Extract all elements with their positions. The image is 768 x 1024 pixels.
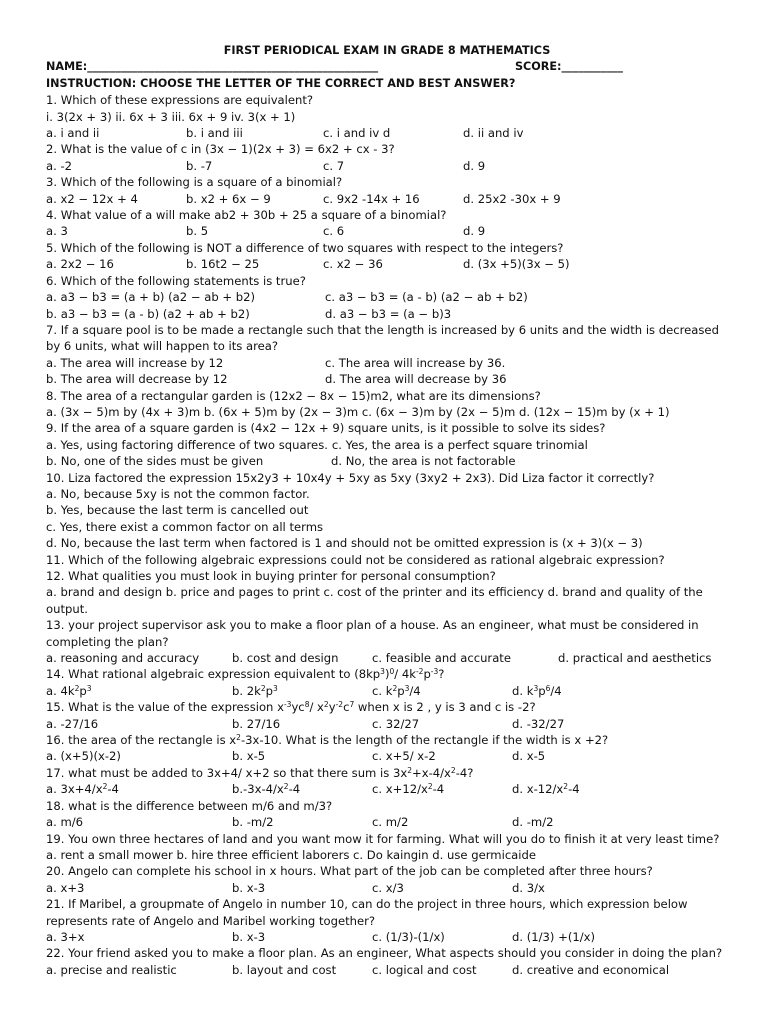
choice-b[interactable]: b. 27/16 [232, 716, 281, 731]
question-1-choices [46, 125, 728, 141]
question-9-choices-ac [46, 437, 728, 453]
choice-c[interactable]: c. i and iv d [323, 126, 391, 141]
choice-c[interactable]: c. $k^2p^3/4$ [372, 683, 421, 698]
choice-a[interactable]: a. x+3 [46, 880, 85, 895]
choice-c[interactable]: c. (1/3)-(1/x) [372, 929, 445, 944]
header-row [46, 59, 728, 75]
name-field[interactable]: NAME:____________________________________________________ [46, 60, 379, 74]
exam-title: FIRST PERIODICAL EXAM IN GRADE 8 MATHEMATICS [223, 44, 551, 57]
question-17-choices [46, 781, 728, 797]
choice-d[interactable]: d. practical and aesthetics [558, 651, 712, 666]
choice-c[interactable]: c. x/3 [372, 880, 404, 895]
choice-d[interactable]: d. The area will decrease by 36 [325, 372, 507, 387]
choice-c[interactable]: c. a3 − b3 = (a - b) (a2 − ab + b2) [325, 290, 528, 305]
choice-d[interactable]: d. (1/3) +(1/x) [512, 929, 596, 944]
question-12-choices[interactable]: a. brand and design b. price and pages to print c. cost of the printer and its efficiency d. brand and quality of the output. [46, 585, 703, 616]
choice-a[interactable]: a. 2x2 − 16 [46, 257, 114, 272]
choice-c[interactable]: c. x2 − 36 [323, 257, 383, 272]
choice-b[interactable]: b. x2 + 6x − 9 [186, 191, 271, 206]
choice-b[interactable]: $b.-3x-4/x^2-4$ [232, 782, 301, 797]
question-21-choices [46, 929, 728, 945]
question-21: 21. If Maribel, a groupmate of Angelo in number 10, can do the project in three hours, which expression below represents rate of Angelo and Maribel working together? [46, 897, 688, 928]
choice-a[interactable]: a. -2 [46, 158, 73, 173]
choice-b[interactable]: b. a3 − b3 = (a - b) (a2 + ab + b2) [46, 306, 250, 321]
question-9-choices-bd [46, 453, 728, 469]
question-20: 20. Angelo can complete his school in x hours. What part of the job can be completed after three hours? [46, 864, 653, 879]
choice-c[interactable]: c. m/2 [372, 815, 409, 830]
question-17: 17. what must be added to 3x+4/ x+2 so that there sum is $3x^2+x-4/x^2-4$? [46, 765, 474, 780]
question-22-choices [46, 962, 728, 978]
question-1-sub: i. 3(2x + 3) ii. 6x + 3 iii. 6x + 9 iv. 3(x + 1) [46, 109, 296, 124]
choice-d[interactable]: d. ii and iv [463, 126, 524, 141]
choice-b[interactable]: b. -7 [186, 158, 213, 173]
choice-c[interactable]: c. feasible and accurate [372, 651, 511, 666]
choice-a[interactable]: a. precise and realistic [46, 962, 177, 977]
question-16-choices [46, 748, 728, 764]
choice-b[interactable]: b. The area will decrease by 12 [46, 372, 228, 387]
choice-d[interactable]: d. (3x +5)(3x − 5) [463, 257, 570, 272]
question-18-choices [46, 814, 728, 830]
question-4-choices [46, 223, 728, 239]
choice-b[interactable]: b. -m/2 [232, 815, 274, 830]
question-5: 5. Which of the following is NOT a difference of two squares with respect to the integers? [46, 240, 564, 255]
choice-b[interactable]: b. cost and design [232, 651, 339, 666]
question-11: 11. Which of the following algebraic expressions could not be considered as rational algebraic expression? [46, 552, 665, 567]
question-9: 9. If the area of a square garden is (4x2 − 12x + 9) square units, is it possible to solve its sides? [46, 421, 606, 436]
choice-b[interactable]: b. $2k^2p^3$ [232, 683, 278, 698]
choice-c[interactable]: c. 32/27 [372, 716, 420, 731]
choice-c[interactable]: c. logical and cost [372, 962, 477, 977]
choice-a[interactable]: a. a3 − b3 = (a + b) (a2 − ab + b2) [46, 290, 256, 305]
choice-b[interactable]: b. No, one of the sides must be given [46, 454, 264, 469]
choice-d[interactable]: d. a3 − b3 = (a − b)3 [325, 306, 452, 321]
choice-b[interactable]: b. Yes, because the last term is cancelled out [46, 503, 309, 518]
choice-a[interactable]: a. $4k^2p^3$ [46, 683, 92, 698]
choice-b[interactable]: b. i and iii [186, 126, 243, 141]
choice-c[interactable]: c. $x+12/x^2-4$ [372, 782, 445, 797]
choice-b[interactable]: b. x-3 [232, 880, 266, 895]
choice-a[interactable]: a. i and ii [46, 126, 100, 141]
question-15-choices [46, 716, 728, 732]
choice-c[interactable]: c. 9x2 -14x + 16 [323, 191, 420, 206]
question-2: 2. What is the value of c in (3x − 1)(2x + 3) = 6x2 + cx - 3? [46, 142, 395, 157]
choice-b[interactable]: b. 5 [186, 224, 209, 239]
choice-a[interactable]: a. m/6 [46, 815, 84, 830]
question-14-choices [46, 683, 728, 699]
choice-d[interactable]: d. -32/27 [512, 716, 565, 731]
choice-a[interactable]: a. No, because 5xy is not the common factor. [46, 486, 310, 501]
choice-d[interactable]: d. creative and economical [512, 962, 670, 977]
choice-a[interactable]: a. 3 [46, 224, 68, 239]
choice-a[interactable]: a. -27/16 [46, 716, 99, 731]
question-13: 13. your project supervisor ask you to make a floor plan of a house. As an engineer, what must be considered in completing the plan? [46, 618, 699, 649]
choice-a[interactable]: a. Yes, using factoring difference of two squares. [46, 437, 328, 452]
choice-a[interactable]: a. 3+x [46, 929, 85, 944]
choice-d[interactable]: d. $k^3p^6/4$ [512, 683, 562, 698]
choice-d[interactable]: d. $x-12/x^2-4$ [512, 782, 580, 797]
question-6: 6. Which of the following statements is true? [46, 273, 306, 288]
question-4: 4. What value of a will make ab2 + 30b + 25 a square of a binomial? [46, 208, 447, 223]
question-2-choices [46, 158, 728, 174]
choice-b[interactable]: b. 16t2 − 25 [186, 257, 260, 272]
choice-c[interactable]: c. 7 [323, 158, 345, 173]
choice-a[interactable]: a. $3x+4/x^2-4$ [46, 782, 119, 797]
choice-a[interactable]: a. (x+5)(x-2) [46, 749, 121, 764]
question-13-choices [46, 650, 728, 666]
question-12: 12. What qualities you must look in buying printer for personal consumption? [46, 569, 496, 583]
choice-c[interactable]: c. x+5/ x-2 [372, 749, 436, 764]
choice-c[interactable]: c. 6 [323, 224, 345, 239]
choice-a[interactable]: a. reasoning and accuracy [46, 651, 200, 666]
choice-c[interactable]: c. Yes, there exist a common factor on all terms [46, 519, 324, 534]
question-14: 14. What rational algebraic expression equivalent to $(8kp^3)^0/$ $4k^{-2}p^{-3}$? [46, 667, 445, 682]
choice-b[interactable]: b. x-3 [232, 929, 266, 944]
question-19-choices[interactable]: a. rent a small mower b. hire three efficient laborers c. Do kaingin d. use germicaide [46, 847, 537, 862]
choice-b[interactable]: b. layout and cost [232, 962, 337, 977]
choice-d[interactable]: d. No, because the last term when factored is 1 and should not be omitted expression is (x + 3)(x − 3) [46, 536, 643, 551]
choice-d[interactable]: d. -m/2 [512, 815, 554, 830]
choice-a[interactable]: a. x2 − 12x + 4 [46, 191, 138, 206]
question-22: 22. Your friend asked you to make a floor plan. As an engineer, What aspects should you consider in doing the plan? [46, 946, 723, 961]
question-8: 8. The area of a rectangular garden is (12x2 − 8x − 15)m2, what are its dimensions? [46, 388, 541, 403]
question-3-choices [46, 191, 728, 207]
choice-d[interactable]: d. x-5 [512, 749, 546, 764]
question-10: 10. Liza factored the expression 15x2y3 + 10x4y + 5xy as 5xy (3xy2 + 2x3). Did Liza factor it correctly? [46, 470, 655, 485]
question-7-choices-bd [46, 371, 728, 387]
choice-a[interactable]: a. The area will increase by 12 [46, 355, 224, 370]
choice-d[interactable]: d. 9 [463, 158, 486, 173]
choice-d[interactable]: d. 9 [463, 224, 486, 239]
question-1: 1. Which of these expressions are equivalent? [46, 93, 314, 108]
choice-d[interactable]: d. No, the area is not factorable [331, 454, 516, 469]
question-5-choices [46, 256, 728, 272]
question-8-choices[interactable]: a. (3x − 5)m by (4x + 3)m b. (6x + 5)m by (2x − 3)m c. (6x − 3)m by (2x − 5)m d. (12x − 15)m by (x + 1) [46, 404, 670, 419]
question-6-choices-ac [46, 289, 728, 305]
question-18: 18. what is the difference between m/6 and m/3? [46, 798, 333, 813]
question-3: 3. Which of the following is a square of a binomial? [46, 175, 343, 190]
instruction: INSTRUCTION: CHOOSE THE LETTER OF THE CORRECT AND BEST ANSWER? [46, 76, 516, 90]
question-16: 16. the area of the rectangle is $x^2-3x-10$. What is the length of the rectangle if the width is x +2? [46, 733, 609, 748]
choice-b[interactable]: b. x-5 [232, 749, 266, 764]
question-20-choices [46, 880, 728, 896]
question-7: 7. If a square pool is to be made a rectangle such that the length is increased by 6 units and the width is decreased by 6 units, what will happen to its area? [46, 322, 719, 354]
choice-c[interactable]: c. The area will increase by 36. [325, 355, 506, 370]
choice-d[interactable]: d. 25x2 -30x + 9 [463, 191, 561, 206]
question-15: 15. What is the value of the expression $x^{-3}yc^8/$ $x^2y^{-2}c^7$ when x is 2 , y is 3 and c is -2? [46, 700, 536, 715]
score-field[interactable]: SCORE:___________ [514, 60, 623, 74]
question-7-choices-ac [46, 355, 728, 371]
question-19: 19. You own three hectares of land and you want mow it for farming. What will you do to finish it at very least time? [46, 831, 720, 846]
question-6-choices-bd [46, 306, 728, 322]
choice-d[interactable]: d. 3/x [512, 880, 545, 895]
choice-c[interactable]: c. Yes, the area is a perfect square trinomial [331, 437, 588, 452]
